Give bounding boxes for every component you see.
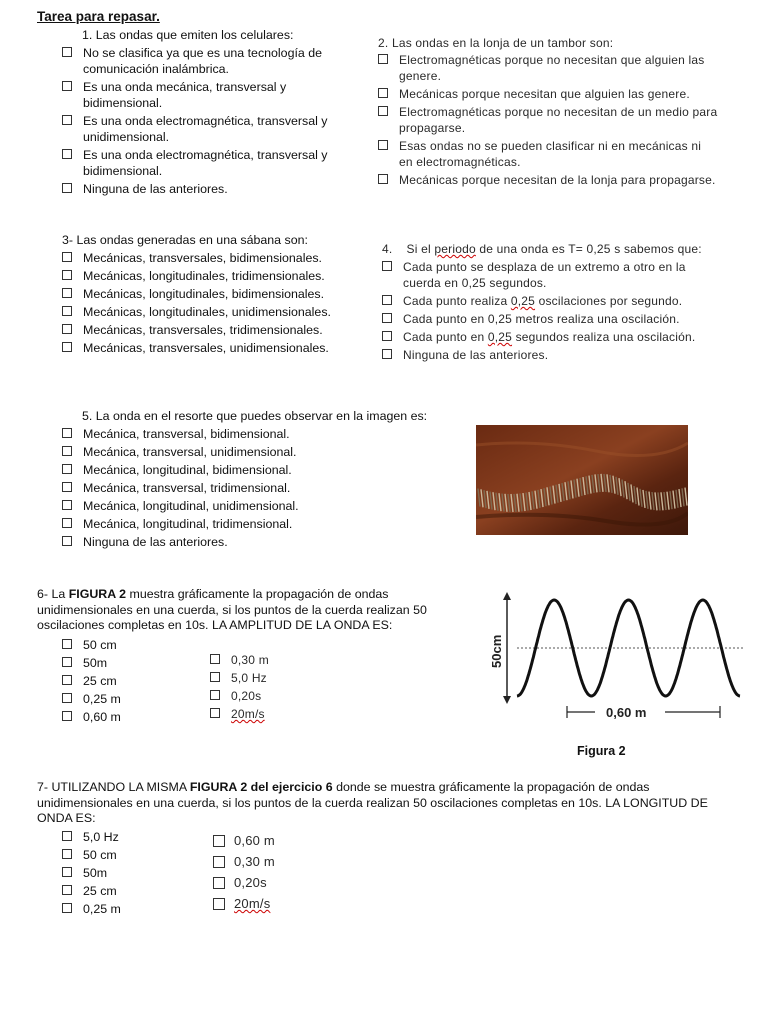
q5-option[interactable]: Ninguna de las anteriores. bbox=[62, 534, 462, 550]
figure-2-wave bbox=[485, 588, 745, 728]
checkbox[interactable] bbox=[62, 428, 72, 438]
q6-options-right bbox=[210, 652, 269, 724]
q5-option[interactable]: Mecánica, transversal, tridimensional. bbox=[62, 480, 462, 496]
label-060m: 0,60 m bbox=[606, 705, 647, 720]
q4-option[interactable]: Cada punto realiza 0,25 oscilaciones por segundo. bbox=[382, 293, 717, 309]
q2-option[interactable]: Mecánicas porque necesitan de la lonja para propagarse. bbox=[378, 172, 718, 188]
q7-options-right bbox=[213, 833, 275, 914]
question-2 bbox=[378, 35, 718, 190]
checkbox[interactable] bbox=[213, 898, 225, 910]
checkbox[interactable] bbox=[62, 306, 72, 316]
checkbox[interactable] bbox=[62, 639, 72, 649]
checkbox[interactable] bbox=[62, 149, 72, 159]
q6-option[interactable]: 20m/s bbox=[210, 706, 269, 722]
checkbox[interactable] bbox=[62, 693, 72, 703]
q7-option[interactable]: 0,25 m bbox=[62, 901, 121, 917]
q6-option[interactable]: 50m bbox=[62, 655, 121, 671]
q7-option[interactable]: 0,30 m bbox=[213, 854, 275, 870]
checkbox[interactable] bbox=[62, 482, 72, 492]
checkbox[interactable] bbox=[378, 54, 388, 64]
checkbox[interactable] bbox=[210, 690, 220, 700]
question-4-prompt: 4. Si el periodo de una onda es T= 0,25 s sabemos que: bbox=[382, 242, 702, 256]
q2-option[interactable]: Esas ondas no se pueden clasificar ni en mecánicas ni en electromagnéticas. bbox=[378, 138, 718, 170]
checkbox[interactable] bbox=[382, 331, 392, 341]
q7-option[interactable]: 0,20s bbox=[213, 875, 275, 891]
q5-option[interactable]: Mecánica, longitudinal, bidimensional. bbox=[62, 462, 462, 478]
q6-options-left bbox=[62, 637, 121, 727]
checkbox[interactable] bbox=[62, 115, 72, 125]
question-1-prompt: 1. Las ondas que emiten los celulares: bbox=[82, 28, 294, 42]
q6-option[interactable]: 0,25 m bbox=[62, 691, 121, 707]
checkbox[interactable] bbox=[62, 711, 72, 721]
q4-option[interactable]: Cada punto en 0,25 segundos realiza una oscilación. bbox=[382, 329, 717, 345]
q7-option[interactable]: 5,0 Hz bbox=[62, 829, 121, 845]
question-5-prompt: 5. La onda en el resorte que puedes observar en la imagen es: bbox=[82, 409, 428, 423]
q2-option[interactable]: Mecánicas porque necesitan que alguien las genere. bbox=[378, 86, 718, 102]
checkbox[interactable] bbox=[210, 654, 220, 664]
q3-option[interactable]: Mecánicas, transversales, unidimensionales. bbox=[62, 340, 362, 356]
q5-option[interactable]: Mecánica, transversal, bidimensional. bbox=[62, 426, 462, 442]
checkbox[interactable] bbox=[382, 349, 392, 359]
checkbox[interactable] bbox=[62, 324, 72, 334]
checkbox[interactable] bbox=[382, 261, 392, 271]
question-3-prompt: 3- Las ondas generadas en una sábana son: bbox=[62, 233, 308, 247]
q3-option[interactable]: Mecánicas, transversales, tridimensionales. bbox=[62, 322, 362, 338]
checkbox[interactable] bbox=[378, 88, 388, 98]
checkbox[interactable] bbox=[62, 885, 72, 895]
q3-option[interactable]: Mecánicas, transversales, bidimensionales. bbox=[62, 250, 362, 266]
question-7: 7- UTILIZANDO LA MISMA FIGURA 2 del ejercicio 6 donde se muestra gráficamente la propagación de ondas unidimensionales en una cuerda, si los puntos de la cuerda realizan 50 oscilaciones completas en 10s. LA LONGITUD DE ONDA ES: bbox=[37, 780, 708, 825]
q3-option[interactable]: Mecánicas, longitudinales, unidimensionales. bbox=[62, 304, 362, 320]
q6-option[interactable]: 0,20s bbox=[210, 688, 269, 704]
spring-wave-photo bbox=[476, 425, 688, 535]
checkbox[interactable] bbox=[62, 270, 72, 280]
q1-option[interactable]: Es una onda electromagnética, transversal y unidimensional. bbox=[62, 113, 352, 145]
q7-option[interactable]: 50 cm bbox=[62, 847, 121, 863]
checkbox[interactable] bbox=[210, 672, 220, 682]
checkbox[interactable] bbox=[62, 288, 72, 298]
q1-option[interactable]: No se clasifica ya que es una tecnología de comunicación inalámbrica. bbox=[62, 45, 352, 77]
q3-option[interactable]: Mecánicas, longitudinales, tridimensionales. bbox=[62, 268, 362, 284]
q3-option[interactable]: Mecánicas, longitudinales, bidimensionales. bbox=[62, 286, 362, 302]
q2-option[interactable]: Electromagnéticas porque no necesitan que alguien las genere. bbox=[378, 52, 718, 84]
q5-option[interactable]: Mecánica, longitudinal, tridimensional. bbox=[62, 516, 462, 532]
checkbox[interactable] bbox=[62, 849, 72, 859]
question-4 bbox=[382, 241, 717, 365]
q6-option[interactable]: 50 cm bbox=[62, 637, 121, 653]
checkbox[interactable] bbox=[62, 446, 72, 456]
q6-option[interactable]: 5,0 Hz bbox=[210, 670, 269, 686]
checkbox[interactable] bbox=[378, 106, 388, 116]
q1-option[interactable]: Es una onda electromagnética, transversal y bidimensional. bbox=[62, 147, 352, 179]
checkbox[interactable] bbox=[213, 835, 225, 847]
q6-option[interactable]: 25 cm bbox=[62, 673, 121, 689]
checkbox[interactable] bbox=[62, 536, 72, 546]
q6-option[interactable]: 0,30 m bbox=[210, 652, 269, 668]
q7-options-left bbox=[62, 829, 121, 919]
q4-option[interactable]: Ninguna de las anteriores. bbox=[382, 347, 717, 363]
checkbox[interactable] bbox=[210, 708, 220, 718]
checkbox[interactable] bbox=[62, 252, 72, 262]
checkbox[interactable] bbox=[62, 81, 72, 91]
checkbox[interactable] bbox=[382, 313, 392, 323]
checkbox[interactable] bbox=[62, 518, 72, 528]
checkbox[interactable] bbox=[62, 657, 72, 667]
q5-option[interactable]: Mecánica, longitudinal, unidimensional. bbox=[62, 498, 462, 514]
checkbox[interactable] bbox=[378, 174, 388, 184]
checkbox[interactable] bbox=[213, 856, 225, 868]
checkbox[interactable] bbox=[62, 500, 72, 510]
q7-option[interactable]: 20m/s bbox=[213, 896, 275, 912]
checkbox[interactable] bbox=[62, 342, 72, 352]
checkbox[interactable] bbox=[382, 295, 392, 305]
checkbox[interactable] bbox=[62, 831, 72, 841]
checkbox[interactable] bbox=[62, 903, 72, 913]
checkbox[interactable] bbox=[62, 675, 72, 685]
q1-option[interactable]: Ninguna de las anteriores. bbox=[62, 181, 352, 197]
q6-option[interactable]: 0,60 m bbox=[62, 709, 121, 725]
checkbox[interactable] bbox=[62, 47, 72, 57]
worksheet-title: Tarea para repasar. bbox=[37, 9, 160, 24]
question-6: 6- La FIGURA 2 muestra gráficamente la propagación de ondas unidimensionales en una cuerda, si los puntos de la cuerda realizan 50 oscilaciones completas en 10s. LA AMPLITUD DE LA ONDA ES: bbox=[37, 587, 427, 632]
checkbox[interactable] bbox=[213, 877, 225, 889]
q7-option[interactable]: 50m bbox=[62, 865, 121, 881]
q4-option[interactable]: Cada punto se desplaza de un extremo a otro en la cuerda en 0,25 segundos. bbox=[382, 259, 717, 291]
q7-option[interactable]: 25 cm bbox=[62, 883, 121, 899]
q2-option[interactable]: Electromagnéticas porque no necesitan de un medio para propagarse. bbox=[378, 104, 718, 136]
checkbox[interactable] bbox=[62, 183, 72, 193]
checkbox[interactable] bbox=[62, 464, 72, 474]
question-1 bbox=[62, 27, 352, 199]
question-5 bbox=[62, 408, 462, 552]
question-2-prompt: 2. Las ondas en la lonja de un tambor son: bbox=[378, 36, 614, 50]
figure-2-caption: Figura 2 bbox=[577, 744, 626, 758]
q4-option[interactable]: Cada punto en 0,25 metros realiza una oscilación. bbox=[382, 311, 717, 327]
checkbox[interactable] bbox=[378, 140, 388, 150]
q5-option[interactable]: Mecánica, transversal, unidimensional. bbox=[62, 444, 462, 460]
q1-option[interactable]: Es una onda mecánica, transversal y bidimensional. bbox=[62, 79, 352, 111]
q7-option[interactable]: 0,60 m bbox=[213, 833, 275, 849]
checkbox[interactable] bbox=[62, 867, 72, 877]
label-50cm: 50cm bbox=[489, 634, 504, 668]
question-3 bbox=[62, 232, 362, 358]
